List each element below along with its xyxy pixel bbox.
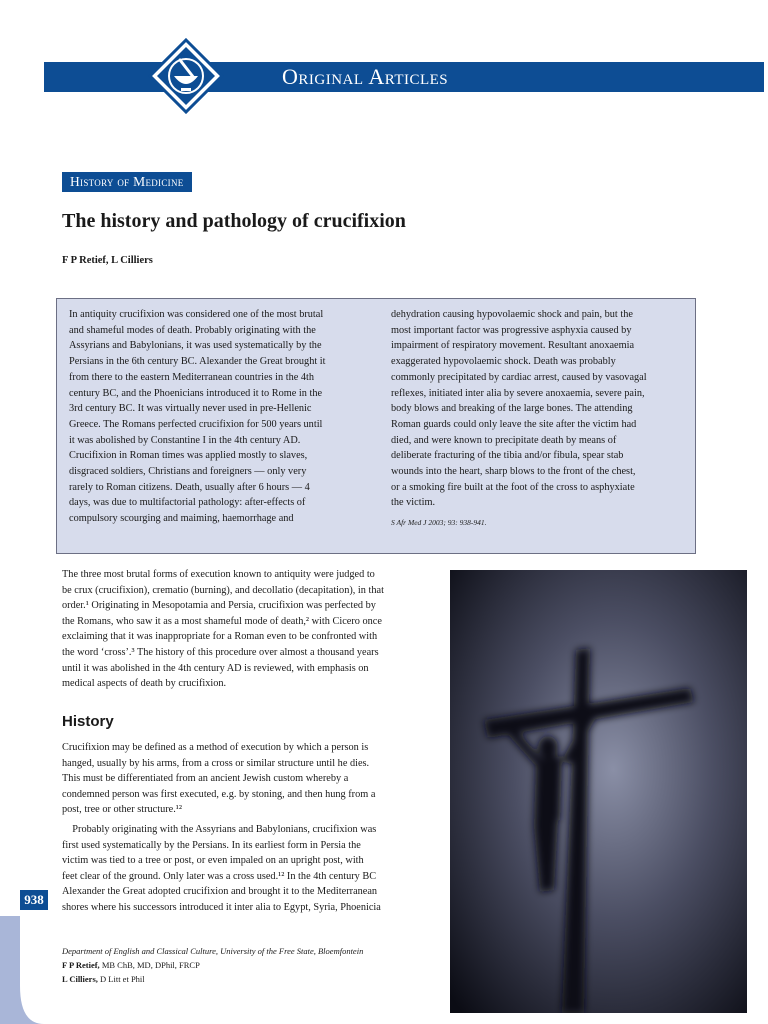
abstract-line: days, was due to multifactorial pathology: after-effects of [69, 497, 306, 509]
abstract-line: compulsory scourging and maiming, haemorrhage and [69, 513, 294, 525]
body-line: hanged, usually by his arms, from a cross or similar structure until he dies. [62, 757, 370, 769]
abstract-line: Greece. The Romans perfected crucifixion for 500 years until [69, 418, 323, 430]
abstract-line: from there to the eastern Mediterranean countries in the 4th [69, 371, 315, 383]
abstract-line: and shameful modes of death. Probably originating with the [69, 324, 316, 336]
abstract-line: wounds into the heart, sharp blows to the front of the chest, [391, 466, 636, 478]
abstract-line: Crucifixion in Roman times was applied mostly to slaves, [69, 450, 308, 462]
abstract-line: it was abolished by Constantine I in the 4th century AD. [69, 434, 301, 446]
history-heading: History [62, 713, 114, 730]
abstract-line: Assyrians and Babylonians, it was used systematically by the [69, 340, 322, 352]
body-line: medical aspects of death by crucifixion. [62, 678, 227, 690]
history-paragraph-1 [62, 740, 430, 818]
abstract-line: body blows and breaking of the large bones. The attending [391, 403, 633, 415]
author-name: L Cilliers, [62, 974, 98, 984]
abstract-line: deliberate fracturing of the tibia and/or fibula, spear stab [391, 450, 624, 462]
author-qualifications: MB ChB, MD, DPhil, FRCP [99, 960, 200, 970]
abstract-line: exaggerated hypovolaemic shock. Death was probably [391, 356, 616, 368]
body-line: post, tree or other structure.¹² [62, 804, 182, 816]
section-tag: History of Medicine [62, 172, 192, 192]
body-line: Alexander the Great adopted crucifixion and brought it to the Mediterranean [62, 886, 378, 898]
abstract-line: 3rd century BC. It was virtually never used in pre-Hellenic [69, 403, 312, 415]
crucifix-photo [450, 570, 747, 1013]
page-number: 938 [20, 890, 48, 910]
abstract-box [56, 298, 696, 554]
abstract-left-column [69, 307, 369, 527]
body-line: condemned person was first executed, e.g. by stoning, and then hung from a [62, 788, 376, 800]
author-affiliation-1 [62, 958, 363, 972]
page-side-bar [0, 916, 44, 1024]
abstract-line: reflexes, initiated inter alia by severe anoxaemia, severe pain, [391, 387, 645, 399]
abstract-line: or a smoking fire built at the foot of the cross to asphyxiate [391, 481, 635, 493]
article-title: The history and pathology of crucifixion [62, 210, 406, 232]
abstract-right-column [391, 307, 686, 531]
body-line: first used systematically by the Persians. In its earliest form in Persia the [62, 839, 361, 851]
body-line: be crux (crucifixion), crematio (burning), and decollatio (decapitation), in that [62, 584, 384, 596]
body-line: exclaiming that it was inappropriate for a Roman even to be confronted with [62, 631, 378, 643]
abstract-line: died, and were known to precipitate death by means of [391, 434, 617, 446]
department-affiliation: Department of English and Classical Culture, University of the Free State, Bloemfontein [62, 946, 364, 956]
abstract-line: dehydration causing hypovolaemic shock and pain, but the [391, 309, 633, 320]
abstract-line: In antiquity crucifixion was considered one of the most brutal [69, 309, 324, 320]
body-line: Probably originating with the Assyrians and Babylonians, crucifixion was [62, 824, 377, 835]
abstract-line: disgraced soldiers, Christians and foreigners — only very [69, 466, 307, 478]
body-line: The three most brutal forms of execution known to antiquity were judged to [62, 569, 375, 580]
abstract-citation: S Afr Med J 2003; 93: 938-941. [391, 518, 487, 528]
article-authors: F P Retief, L Cilliers [62, 255, 153, 266]
body-line: This must be differentiated from an ancient Jewish custom whereby a [62, 773, 349, 785]
author-affiliations [62, 944, 363, 986]
abstract-line: the victim. [391, 497, 436, 509]
abstract-line: century BC, and the Phoenicians introduced it to Rome in the [69, 387, 323, 399]
body-line: until it was abolished in the 4th century AD is reviewed, with emphasis on [62, 662, 369, 674]
body-line: the word ‘cross’.³ The history of this procedure over almost a thousand years [62, 646, 379, 658]
section-banner-title: Original Articles [282, 64, 449, 89]
body-line: victim was tied to a tree or post, or even impaled on an upright post, with [62, 855, 364, 867]
abstract-line: commonly precipitated by cardiac arrest, caused by vasovagal [391, 371, 647, 383]
intro-paragraph [62, 567, 430, 692]
abstract-line: impairment of respiratory movement. Resultant anoxaemia [391, 340, 635, 352]
abstract-line: Persians in the 6th century BC. Alexander the Great brought it [69, 356, 326, 368]
body-line: order.¹ Originating in Mesopotamia and Persia, crucifixion was perfected by [62, 600, 376, 612]
body-line: the Romans, who saw it as a most shameful mode of death,² with Cicero once [62, 615, 382, 627]
abstract-line: Roman guards could only leave the site after the victim had [391, 418, 637, 430]
history-paragraph-2 [62, 822, 430, 916]
abstract-line: rarely to Roman citizens. Death, usually after 6 hours — 4 [69, 481, 310, 493]
body-line: shores where his successors introduced it inter alia to Egypt, Syria, Phoenicia [62, 901, 381, 913]
body-line: feet clear of the ground. Only later was a cross used.¹² In the 4th century BC [62, 870, 377, 882]
mortar-pestle-logo-icon [148, 38, 224, 114]
body-line: Crucifixion may be defined as a method of execution by which a person is [62, 742, 369, 753]
author-affiliation-2 [62, 972, 363, 986]
abstract-line: most important factor was progressive asphyxia caused by [391, 324, 632, 336]
author-qualifications: D Litt et Phil [97, 974, 145, 984]
author-name: F P Retief, [62, 960, 100, 970]
